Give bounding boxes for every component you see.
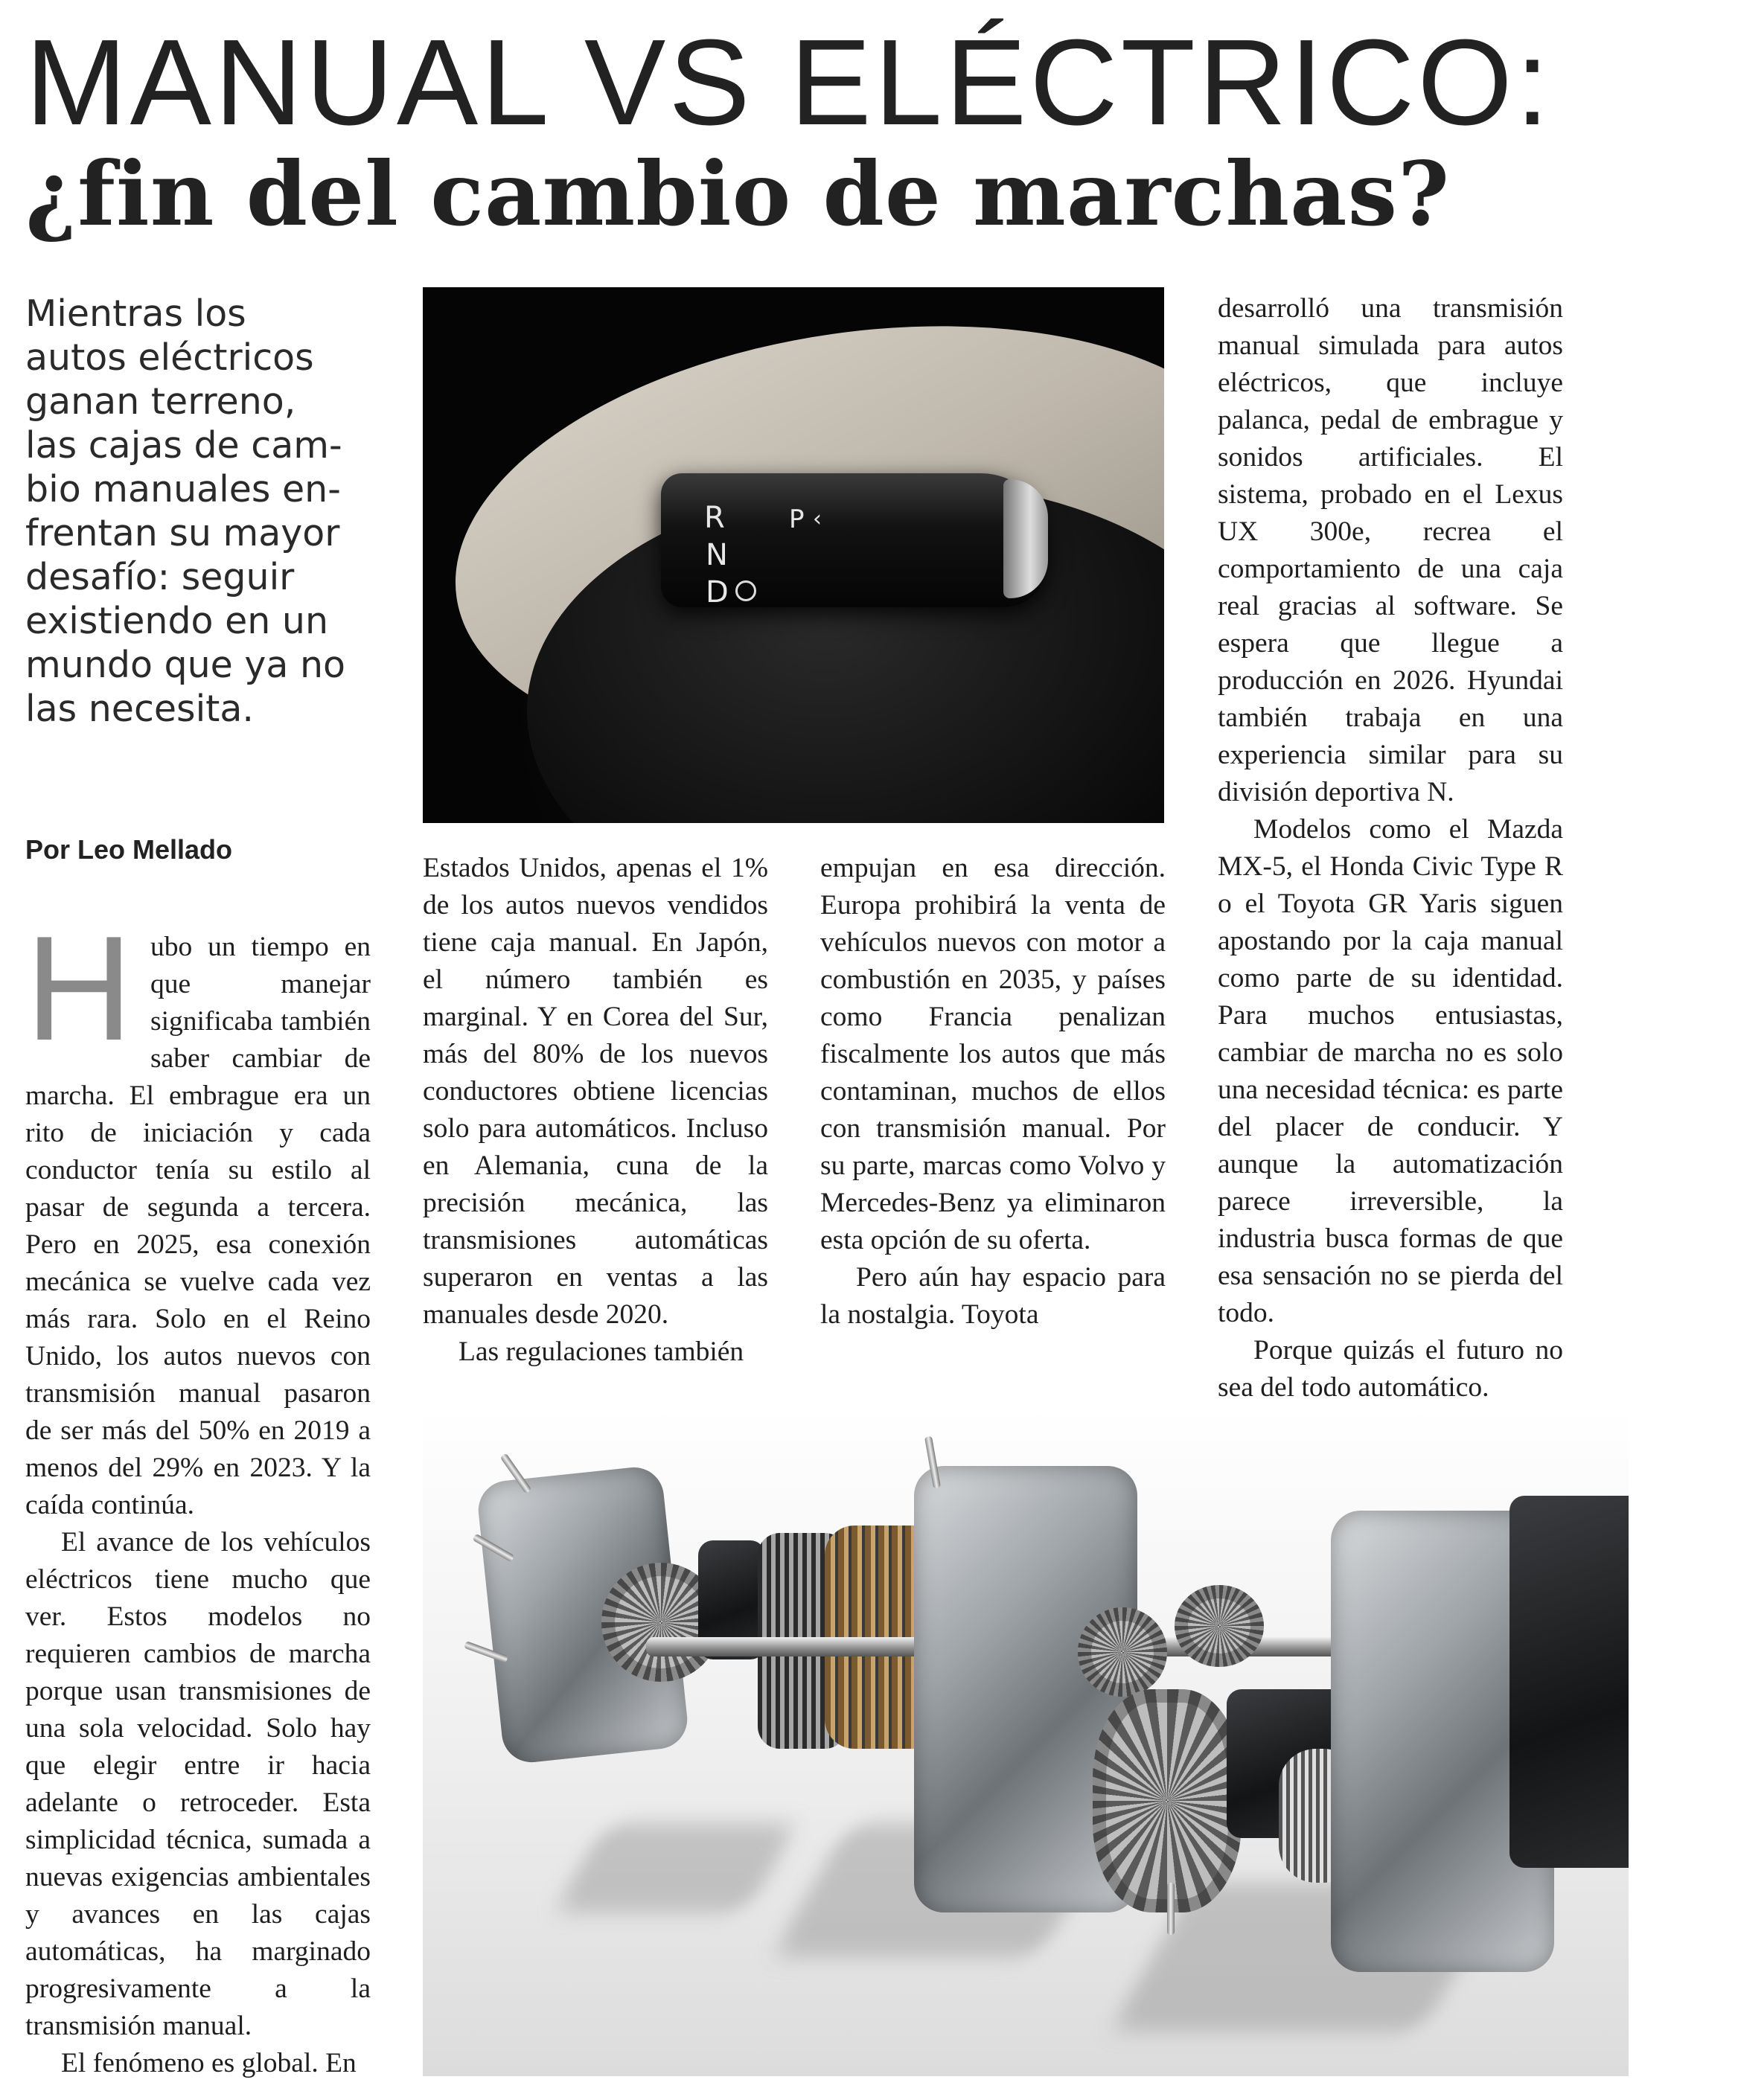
article-paragraph: El fenómeno es global. En: [61, 2048, 357, 2078]
article-paragraph: Pero aún hay espacio para la nostalgia. Toyota: [820, 1262, 1166, 1330]
part-shadow: [553, 1823, 798, 1912]
byline: Por Leo Mellado: [25, 834, 233, 865]
article-paragraph: El avance de los vehículos eléctricos tiene mucho que ver. Estos modelos no requieren cambios de marcha porque usan transmisiones de una sola velocidad. Solo hay que elegir entre ir hacia adelante o retroceder. Esta simplicidad técnica, sumada a nuevas exigencias ambientales y avances en las cajas automáticas, ha marginado progresivamente a la transmisión manual.: [25, 1527, 371, 2041]
gear-wheel: [1078, 1607, 1167, 1697]
gear-wheel: [1175, 1585, 1264, 1667]
gear-n-label: N: [706, 538, 728, 572]
lede-text: Mientras los autos eléctricos ganan terreno, las cajas de cam- bio manuales en- frentan su mayor desafío: seguir existiendo en un mundo que ya no las necesita.: [25, 292, 346, 730]
article-paragraph: Porque quizás el futuro no sea del todo automático.: [1218, 1335, 1563, 1403]
article-paragraph: ubo un tiempo en que manejar significaba también saber cambiar de marcha. El embrague era un rito de iniciación y cada conductor tenía su estilo al pasar de segunda a tercera. Pero en 2025, esa conexión mecánica se vuelve cada vez más rara. Solo en el Reino Unido, los autos nuevos con transmisión manual pasaron de ser más del 50% en 2019 a menos del 29% en 2023. Y la caída continúa.: [25, 932, 371, 1520]
gear-p-label: P: [789, 505, 805, 534]
article-column-1: [25, 929, 371, 2097]
article-paragraph: Modelos como el Mazda MX-5, el Honda Civic Type R o el Toyota GR Yaris siguen apostando por la caja manual como parte de su identidad. Para muchos entusiastas, cambiar de marcha no es solo una necesidad técnica: es parte del placer de conducir. Y aunque la automatización parece irreversible, la industria busca formas de que esa sensación no se pierda del todo.: [1218, 814, 1563, 1328]
headline: MANUAL VS ELÉCTRICO:: [25, 14, 1553, 150]
chevron-left-icon: ‹: [813, 506, 822, 532]
exploded-transmission-photo: [423, 1406, 1629, 2076]
article-paragraph: Las regulaciones también: [459, 1336, 744, 1367]
motor-block: [1509, 1496, 1629, 1868]
article-paragraph: desarrolló una transmisión manual simulada para autos eléctricos, que incluye palanca, pedal de embrague y sonidos artificiales. El sistema, probado en el Lexus UX 300e, recrea el comportamiento de una caja real gracias al software. Se espera que llegue a producción en 2026. Hyundai también trabaja en una experiencia similar para su división deportiva N.: [1218, 293, 1563, 807]
gear-d-label: D: [706, 575, 729, 609]
article-column-3: [820, 850, 1166, 1371]
gear-r-label: R: [704, 501, 725, 535]
gear-selector-photo: [423, 287, 1164, 823]
article-paragraph: empujan en esa dirección. Europa prohibirá la venta de vehículos nuevos con motor a combustión en 2035, y países como Francia penalizan fiscalmente los autos que más contaminan, muchos de ellos con transmisión manual. Por su parte, marcas como Volvo y Mercedes-Benz ya eliminaron esta opción de su oferta.: [820, 853, 1166, 1255]
drop-cap: H: [25, 933, 133, 1045]
drive-mode-icon: [735, 580, 756, 601]
ring-gear: [1093, 1689, 1242, 1912]
gear-stalk-edge: [1003, 479, 1048, 598]
bolt: [1167, 1883, 1175, 1935]
article-paragraph: Estados Unidos, apenas el 1% de los autos nuevos vendidos tiene caja manual. En Japón, el número también es marginal. Y en Corea del Sur, más del 80% de los nuevos conductores obtiene licencias solo para automáticos. Incluso en Alemania, cuna de la precisión mecánica, las transmisiones automáticas superaron en ventas a las manuales desde 2020.: [423, 853, 768, 1330]
article-column-2: [423, 850, 768, 1371]
article-column-4: [1218, 290, 1563, 1403]
subheadline: ¿fin del cambio de marchas?: [25, 142, 1451, 246]
